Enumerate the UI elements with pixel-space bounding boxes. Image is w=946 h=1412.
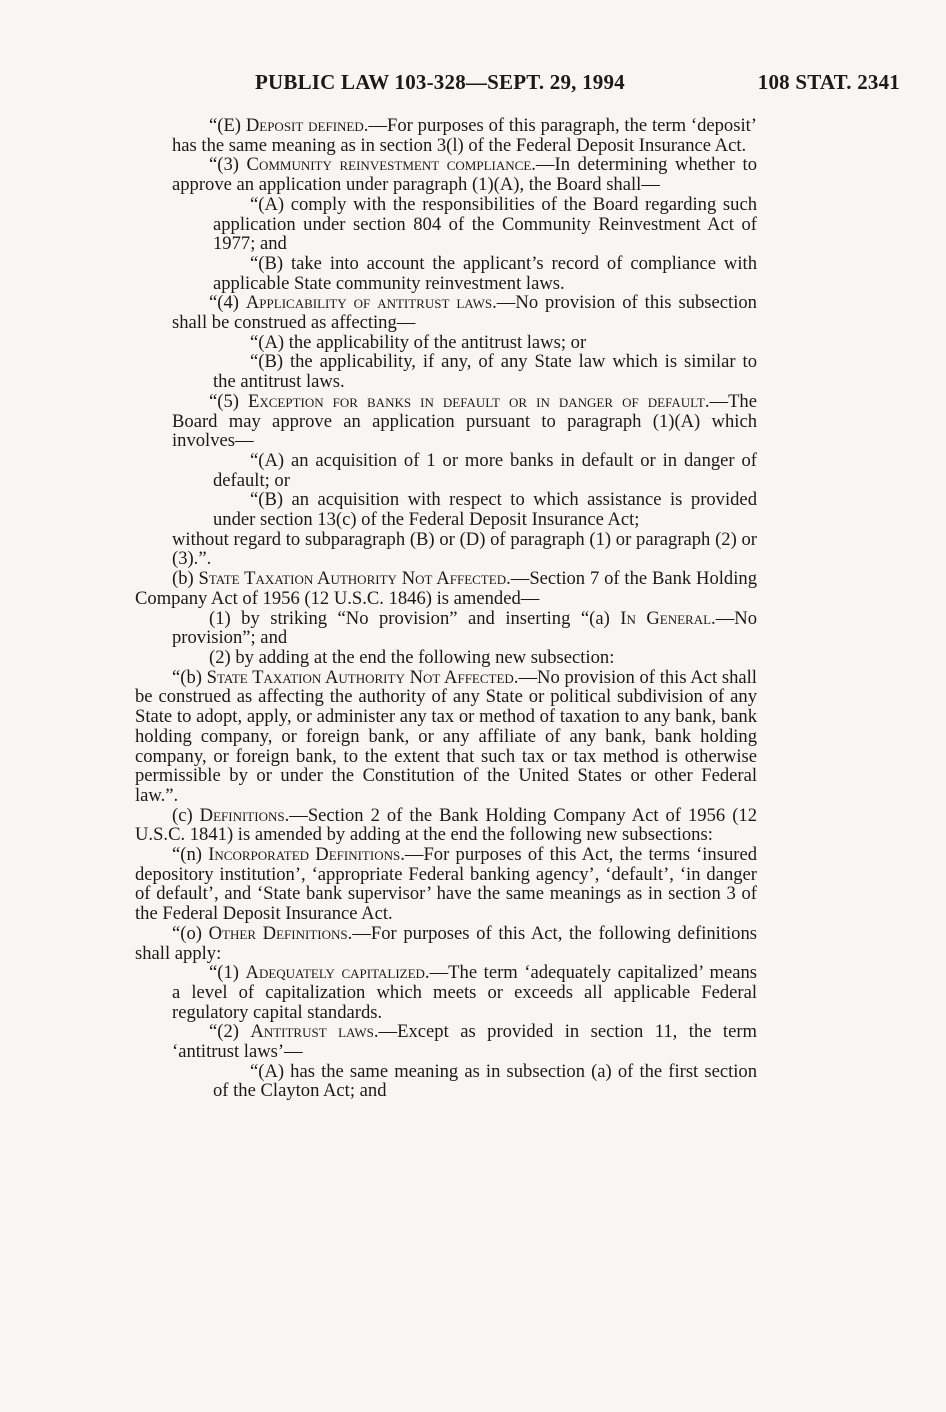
heading-other-definitions: Other Definitions. (208, 922, 353, 944)
definition-2-antitrust-laws: “(2) Antitrust laws.—Except as provided in section 11, the term ‘antitrust laws’— (172, 1021, 757, 1063)
subsection-o-other: “(o) Other Definitions.—For purposes of this Act, the following definitions shall apply: (135, 922, 757, 964)
heading-incorporated-definitions: Incorporated Definitions. (208, 844, 405, 866)
new-subsection-b: “(b) State Taxation Authority Not Affected.—No provision of this Act shall be construed as affecting the authority of any State or political subdivision of any State to adopt, apply, or administer any tax or method of taxation to any bank, bank holding company, or foreign bank, or any affiliate of any bank, bank holding company, or foreign bank, to the extent that such tax or tax method is otherwise permissible by or under the Constitution of the United States or other Federal law.”. (135, 666, 757, 806)
paragraph-e-deposit-defined: “(E) Deposit defined.—For purposes of this paragraph, the term ‘deposit’ has the same meaning as in section 3(l) of the Federal Deposit Insurance Act. (172, 115, 757, 156)
document-body (135, 116, 757, 1101)
heading-antitrust-laws: Antitrust laws. (250, 1021, 379, 1043)
heading-adequately-capitalized: Adequately capitalized. (245, 962, 430, 984)
heading-definitions: Definitions. (199, 804, 290, 826)
subparagraph-5b: “(B) an acquisition with respect to which assistance is provided under section 13(c) of the Federal Deposit Insurance Act; (213, 489, 757, 531)
heading-state-taxation-quoted: State Taxation Authority Not Affected. (206, 666, 519, 688)
page-header (255, 70, 900, 104)
definition-1-adequately-capitalized: “(1) Adequately capitalized.—The term ‘adequately capitalized’ means a level of capitalization which meets or exceeds all applicable Federal regulatory capital standards. (172, 962, 757, 1023)
definition-2a: “(A) has the same meaning as in subsection (a) of the first section of the Clayton Act; and (213, 1060, 757, 1102)
paragraph-3-community-reinvestment: “(3) Community reinvestment compliance.—In determining whether to approve an application under paragraph (1)(A), the Board shall— (172, 154, 757, 196)
heading-applicability-antitrust: Applicability of antitrust laws. (245, 292, 497, 314)
subparagraph-3b: “(B) take into account the applicant’s record of compliance with applicable State community reinvestment laws. (213, 252, 757, 294)
paragraph-5-exception: “(5) Exception for banks in default or in danger of default.—The Board may approve an application pursuant to paragraph (1)(A) which involves— (172, 390, 757, 452)
section-b-state-taxation: (b) State Taxation Authority Not Affected.—Section 7 of the Bank Holding Company Act of 1956 (12 U.S.C. 1846) is amended— (135, 568, 757, 609)
subparagraph-4b: “(B) the applicability, if any, of any State law which is similar to the antitrust laws. (213, 351, 757, 393)
section-c-definitions: (c) Definitions.—Section 2 of the Bank Holding Company Act of 1956 (12 U.S.C. 1841) is amended by adding at the end the following new subsections: (135, 804, 757, 846)
subparagraph-5a: “(A) an acquisition of 1 or more banks in default or in danger of default; or (213, 449, 757, 491)
heading-exception-default: Exception for banks in default or in danger of default. (247, 390, 710, 412)
heading-deposit-defined: Deposit defined. (245, 115, 369, 136)
amendment-1-striking: (1) by striking “No provision” and inserting “(a) In General.—No provision”; and (172, 607, 758, 649)
flush-language: without regard to subparagraph (B) or (D) of paragraph (1) or paragraph (2) or (3).”. (172, 528, 757, 570)
subsection-n-incorporated: “(n) Incorporated Definitions.—For purposes of this Act, the terms ‘insured depository institution’, ‘appropriate Federal banking agency’, ‘default’, ‘in danger of default’, and ‘State bank supervisor’ have the same meanings as in section 3 of the Federal Deposit Insurance Act. (135, 844, 757, 925)
paragraph-4-antitrust: “(4) Applicability of antitrust laws.—No provision of this subsection shall be construed as affecting— (172, 292, 757, 334)
heading-state-taxation: State Taxation Authority Not Affected. (198, 568, 511, 590)
heading-in-general: In General. (620, 607, 716, 629)
subparagraph-3a: “(A) comply with the responsibilities of the Board regarding such application under section 804 of the Community Reinvestment Act of 1977; and (213, 193, 757, 255)
amendment-2-adding: (2) by adding at the end the following new subsection: (209, 646, 615, 668)
statute-page-number: 108 STAT. 2341 (757, 70, 900, 94)
running-title: PUBLIC LAW 103-328—SEPT. 29, 1994 (255, 70, 625, 94)
subparagraph-4a: “(A) the applicability of the antitrust laws; or (250, 331, 587, 353)
heading-community-reinvestment: Community reinvestment compliance. (246, 154, 536, 176)
